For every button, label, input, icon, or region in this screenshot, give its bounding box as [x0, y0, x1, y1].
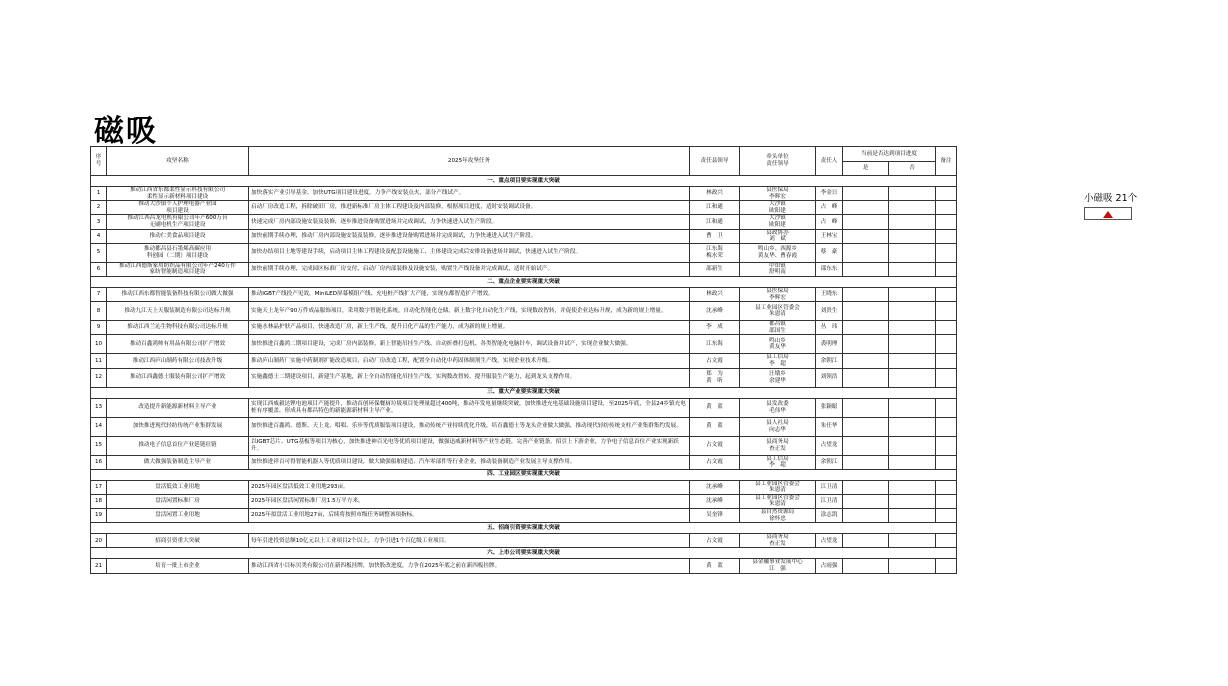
row-task: 以IGBT芯片、UTG基板等项目为核心，加快推进神百光电等优质项目建设，做强迅威新材料等产业生态链，完善产业链条，招引上下游企业，力争电子信息首位产业实现新跃升。 [249, 436, 690, 455]
section-header [91, 548, 957, 559]
header-progress: 当前是否达到项目进度 [843, 147, 936, 162]
row-name: 加快推进现代轻纺传统产业集群发展 [107, 417, 249, 436]
progress-no-cell[interactable] [889, 417, 936, 436]
row-no: 13 [91, 398, 107, 417]
table-row [91, 559, 957, 573]
progress-yes-cell[interactable] [843, 287, 889, 301]
row-no: 18 [91, 494, 107, 508]
row-person: 丛 玮 [816, 321, 843, 335]
section-title: 四、工业园区要实现重大突破 [91, 469, 957, 480]
section-header [91, 469, 957, 480]
row-task: 加快前期手续办理，完成园区标准厂房交付，启动厂房内部装修及设施安装，购置生产线设备并完成调试，适时开始试产。 [249, 262, 690, 276]
row-unit: 县工信局 李 超 [740, 455, 816, 469]
progress-yes-cell[interactable] [843, 302, 889, 321]
row-person: 江卫清 [816, 494, 843, 508]
table-row [91, 287, 957, 301]
remark-cell[interactable] [936, 494, 957, 508]
header-unit: 牵头单位 责任领导 [740, 147, 816, 176]
table-row [91, 509, 957, 523]
row-leader: 黄 蓝 [690, 417, 740, 436]
row-unit: 县工业园区管委会 朱恩清 [740, 480, 816, 494]
progress-yes-cell[interactable] [843, 354, 889, 368]
row-task: 加快推进百鑫鸿二期项目建设，完成厂房内部装修，新上智能吊挂生产线、自动折叠打包机、各类智能化电脑针车，调试设备并试产，实现企业做大做强。 [249, 335, 690, 354]
table-row [91, 321, 957, 335]
progress-yes-cell[interactable] [843, 335, 889, 354]
table-row [91, 229, 957, 243]
row-no: 6 [91, 262, 107, 276]
header-person: 责任人 [816, 147, 843, 176]
row-name: 盘活闲置标准厂房 [107, 494, 249, 508]
row-leader: 占文霞 [690, 534, 740, 548]
row-no: 4 [91, 229, 107, 243]
row-name: 推动仁美食品项目建设 [107, 229, 249, 243]
table-row [91, 354, 957, 368]
row-task: 推动江西省小目标贝类有限公司在新四板挂牌，加快股改进度，力争在2025年底之前在新四板挂牌。 [249, 559, 690, 573]
remark-cell[interactable] [936, 335, 957, 354]
row-no: 15 [91, 436, 107, 455]
project-table [90, 146, 957, 574]
row-unit: 县政协办 刘 斌 [740, 229, 816, 243]
progress-yes-cell[interactable] [843, 321, 889, 335]
table-row [91, 480, 957, 494]
row-name: 推动江西鑫德士服装有限公司扩产增效 [107, 368, 249, 387]
row-task: 启动厂房改造工程，拆除破旧厂房，推进新标准厂房主体工程建设及内部装修，根据项目进度，适时安装调试设备。 [249, 201, 690, 215]
progress-yes-cell[interactable] [843, 494, 889, 508]
table-row [91, 494, 957, 508]
table-row [91, 335, 957, 354]
progress-no-cell[interactable] [889, 480, 936, 494]
progress-no-cell[interactable] [889, 229, 936, 243]
row-person: 占望龙 [816, 436, 843, 455]
row-person: 占雨强 [816, 559, 843, 573]
table-row [91, 215, 957, 229]
progress-yes-cell[interactable] [843, 480, 889, 494]
table-row [91, 302, 957, 321]
progress-yes-cell[interactable] [843, 187, 889, 201]
row-person: 刘领浩 [816, 368, 843, 387]
progress-no-cell[interactable] [889, 262, 936, 276]
row-unit: 县自然资源局 徐怀忠 [740, 509, 816, 523]
section-title: 六、上市公司要实现重大突破 [91, 548, 957, 559]
side-count: 21个 [1115, 193, 1138, 204]
progress-no-cell[interactable] [889, 509, 936, 523]
triangle-up-icon [1103, 211, 1113, 218]
progress-no-cell[interactable] [889, 559, 936, 573]
header-remark: 备注 [936, 147, 957, 176]
row-unit: 鸣山乡 黄友华 [740, 335, 816, 354]
row-name: 推动江西东都智能装备科技有限公司做大做强 [107, 287, 249, 301]
row-no: 3 [91, 215, 107, 229]
row-no: 20 [91, 534, 107, 548]
header-leader: 责任县领导 [690, 147, 740, 176]
section-header [91, 176, 957, 187]
progress-yes-cell[interactable] [843, 509, 889, 523]
remark-cell[interactable] [936, 287, 957, 301]
row-no: 10 [91, 335, 107, 354]
row-task: 快速完成厂房内部设施安装及装修，逐步推进设备购置进场并完成调试，力争快速进入试生产阶段。 [249, 215, 690, 229]
row-leader: 黄 蓝 [690, 398, 740, 417]
section-header [91, 387, 957, 398]
row-leader: 占文霞 [690, 354, 740, 368]
row-name: 推动江西昌龙电机有限公司年产600万台 无刷电机生产项目建设 [107, 215, 249, 229]
row-leader: 江东海 梅水荣 [690, 243, 740, 262]
row-person: 李金日 [816, 187, 843, 201]
row-unit: 大沙镇 欧阳建 [740, 201, 816, 215]
row-leader: 沈承峰 [690, 480, 740, 494]
row-leader: 沈承峰 [690, 494, 740, 508]
remark-cell[interactable] [936, 436, 957, 455]
row-name: 改造提升新能源新材料主导产业 [107, 398, 249, 417]
progress-yes-cell[interactable] [843, 436, 889, 455]
row-no: 9 [91, 321, 107, 335]
row-person: 邵东东 [816, 262, 843, 276]
remark-cell[interactable] [936, 243, 957, 262]
row-leader: 李 成 [690, 321, 740, 335]
row-name: 推动电子信息首位产业延链壮链 [107, 436, 249, 455]
table-row [91, 455, 957, 469]
row-person: 王林宝 [816, 229, 843, 243]
row-person: 涂志凯 [816, 509, 843, 523]
row-leader: 沈承峰 [690, 302, 740, 321]
row-name: 推动百鑫鸿帅有用品有限公司扩产增效 [107, 335, 249, 354]
row-no: 12 [91, 368, 107, 387]
table-row [91, 436, 957, 455]
row-task: 2025年园区盘活低效工业用地293亩。 [249, 480, 690, 494]
row-no: 19 [91, 509, 107, 523]
progress-no-cell[interactable] [889, 201, 936, 215]
progress-yes-cell[interactable] [843, 417, 889, 436]
table-row [91, 262, 957, 276]
progress-no-cell[interactable] [889, 187, 936, 201]
section-header [91, 523, 957, 534]
remark-cell[interactable] [936, 187, 957, 201]
progress-no-cell[interactable] [889, 302, 936, 321]
row-task: 加快推进祥百可得智能机器人等优质项目建设，做大做强船舶建造、汽车零部件等行业企业，推动装备制造产业发展主导支撑作用。 [249, 455, 690, 469]
row-task: 实施鑫德士二期建设项目，新建生产基地，新上全自动智能化吊挂生产线，实现数改智转，提升服装生产能力，起到龙头支撑作用。 [249, 368, 690, 387]
row-no: 1 [91, 187, 107, 201]
remark-cell[interactable] [936, 302, 957, 321]
row-task: 加快推进百鑫鸿、德斯、天上龙、唱唱、乐步等优质服装项目建设，推动传统产业持续优化升级，培育鑫德士等龙头企业做大做强，推动现代轻纺传统支柱产业集群集约发展。 [249, 417, 690, 436]
row-no: 7 [91, 287, 107, 301]
table-row [91, 417, 957, 436]
side-label: 小磁吸 [1084, 193, 1113, 204]
row-task: 推动IGBT产线投产见效，MiniLED屏幕模组产线、充电桩产线扩大产能，实现东都智造扩产增效。 [249, 287, 690, 301]
page-title: 磁吸 [94, 114, 158, 149]
row-unit: 县商务局 查正发 [740, 436, 816, 455]
row-leader: 黄 蓝 [690, 559, 740, 573]
row-no: 21 [91, 559, 107, 573]
row-unit: 都昌镇 邵国生 [740, 321, 816, 335]
remark-cell[interactable] [936, 534, 957, 548]
progress-yes-cell[interactable] [843, 559, 889, 573]
table-row [91, 534, 957, 548]
row-task: 每年引进投资总额10亿元以上工业项目2个以上，力争引进1个百亿级工业项目。 [249, 534, 690, 548]
progress-yes-cell[interactable] [843, 243, 889, 262]
progress-yes-cell[interactable] [843, 368, 889, 387]
remark-cell[interactable] [936, 201, 957, 215]
remark-cell[interactable] [936, 262, 957, 276]
row-unit: 县商务局 查正发 [740, 534, 816, 548]
row-unit: 县工业园区管委会 朱恩清 [740, 302, 816, 321]
remark-cell[interactable] [936, 417, 957, 436]
table-row [91, 398, 957, 417]
remark-cell[interactable] [936, 229, 957, 243]
row-person: 裘明理 [816, 335, 843, 354]
row-task: 加快办结项目土地等建设手续，启动项目主体工程建设及配套设施施工，主体建设完成后安排设备进场并调试，快速进入试生产阶段。 [249, 243, 690, 262]
side-summary [1084, 190, 1137, 204]
row-leader: 林政兴 [690, 187, 740, 201]
row-unit: 县发改委 毛伟华 [740, 398, 816, 417]
progress-yes-cell[interactable] [843, 455, 889, 469]
row-person: 占望龙 [816, 534, 843, 548]
progress-yes-cell[interactable] [843, 215, 889, 229]
row-task: 实施天上龙年产90万件成品服饰项目，采用数字智能化系统，自动化智能化仓储，新上数字化自动化生产线，实现数改智转，并促使企业达标升规，成为新的规上增量。 [249, 302, 690, 321]
progress-yes-cell[interactable] [843, 398, 889, 417]
row-name: 推动江西德斯家用纺织品有限公司年产240万件 家纺智能制造项目建设 [107, 262, 249, 276]
progress-no-cell[interactable] [889, 398, 936, 417]
row-person: 王晓东 [816, 287, 843, 301]
row-person: 余朝江 [816, 455, 843, 469]
row-name: 盘活闲置工业用地 [107, 509, 249, 523]
row-no: 2 [91, 201, 107, 215]
progress-yes-cell[interactable] [843, 262, 889, 276]
row-task: 推动庐山制药厂实施中药制剂扩能改造项目，启动厂房改造工程，配置全自动化中药固体制剂生产线，实现企业技术升级。 [249, 354, 690, 368]
remark-cell[interactable] [936, 368, 957, 387]
row-leader: 曹 卫 [690, 229, 740, 243]
progress-no-cell[interactable] [889, 534, 936, 548]
row-no: 5 [91, 243, 107, 262]
section-title: 二、重点企业要实现重大突破 [91, 276, 957, 287]
row-person: 朱任华 [816, 417, 843, 436]
row-leader: 占文霞 [690, 436, 740, 455]
header-no: 序号 [91, 147, 107, 176]
row-no: 8 [91, 302, 107, 321]
row-no: 17 [91, 480, 107, 494]
sort-toggle-button[interactable] [1084, 207, 1132, 220]
row-no: 16 [91, 455, 107, 469]
row-name: 推动都昌县石墨烯高碳应用 科创园（二期）项目建设 [107, 243, 249, 262]
row-leader: 江东海 [690, 335, 740, 354]
row-leader: 江和通 [690, 215, 740, 229]
remark-cell[interactable] [936, 455, 957, 469]
header-no-progress: 否 [889, 162, 936, 176]
row-task: 2025年园区盘活闲置标准厂房1.5万平方米。 [249, 494, 690, 508]
row-task: 加快前期手续办理，推动厂房内部设施安装及装修，逐步推进设备购置进场并完成调试，力争快速进入试生产阶段。 [249, 229, 690, 243]
section-title: 五、招商引资要实现重大突破 [91, 523, 957, 534]
row-task: 实施水林晶护肤产品项目，快速改造厂房，新上生产线，提升日化产品的生产能力，成为新的规上增量。 [249, 321, 690, 335]
remark-cell[interactable] [936, 480, 957, 494]
row-unit: 县人社局 向志华 [740, 417, 816, 436]
row-person: 江卫清 [816, 480, 843, 494]
progress-yes-cell[interactable] [843, 201, 889, 215]
progress-yes-cell[interactable] [843, 229, 889, 243]
row-name: 培育一批上市企业 [107, 559, 249, 573]
row-unit: 汪墩乡 余建华 [740, 368, 816, 387]
row-person: 张颖聪 [816, 398, 843, 417]
row-leader: 郑 为 黄 昕 [690, 368, 740, 387]
row-name: 盘活低效工业用地 [107, 480, 249, 494]
table-row [91, 187, 957, 201]
section-header [91, 276, 957, 287]
header-task: 2025年攻坚任务 [249, 147, 690, 176]
table-row [91, 368, 957, 387]
progress-no-cell[interactable] [889, 436, 936, 455]
row-name: 推动江西庐山制药有限公司技改升级 [107, 354, 249, 368]
row-unit: 大沙镇 欧阳建 [740, 215, 816, 229]
row-leader: 占文霞 [690, 455, 740, 469]
row-person: 刘贵生 [816, 302, 843, 321]
row-name: 招商引资重大突破 [107, 534, 249, 548]
row-unit: 县工业园区管委会 朱恩清 [740, 494, 816, 508]
section-title: 三、重大产业要实现重大突破 [91, 387, 957, 398]
row-leader: 江和通 [690, 201, 740, 215]
row-no: 14 [91, 417, 107, 436]
remark-cell[interactable] [936, 559, 957, 573]
table-row [91, 201, 957, 215]
remark-cell[interactable] [936, 321, 957, 335]
remark-cell[interactable] [936, 398, 957, 417]
progress-no-cell[interactable] [889, 215, 936, 229]
progress-no-cell[interactable] [889, 321, 936, 335]
row-leader: 吴奎锋 [690, 509, 740, 523]
table-row [91, 243, 957, 262]
row-unit: 鸣山乡、西源乡 黄友华、曹春霞 [740, 243, 816, 262]
remark-cell[interactable] [936, 354, 957, 368]
row-person: 占 峰 [816, 201, 843, 215]
row-unit: 县医保局 李辉宏 [740, 187, 816, 201]
progress-no-cell[interactable] [889, 287, 936, 301]
header-name: 攻坚名称 [107, 147, 249, 176]
progress-no-cell[interactable] [889, 335, 936, 354]
row-name: 推动江西兰沁生物科技有限公司达标升规 [107, 321, 249, 335]
row-person: 占 峰 [816, 215, 843, 229]
row-task: 2025年拟盘活工业用地27亩，后续将按照市级任务调整该项指标。 [249, 509, 690, 523]
row-person: 蔡 豪 [816, 243, 843, 262]
progress-no-cell[interactable] [889, 354, 936, 368]
row-name: 做大做强装备制造主导产业 [107, 455, 249, 469]
row-leader: 林政兴 [690, 287, 740, 301]
section-title: 一、重点项目要实现重大突破 [91, 176, 957, 187]
progress-no-cell[interactable] [889, 494, 936, 508]
row-name: 推动大沙镇个人护理电器产业园 项目建设 [107, 201, 249, 215]
row-unit: 县金融事业发展中心 江 强 [740, 559, 816, 573]
progress-yes-cell[interactable] [843, 534, 889, 548]
row-unit: 县医保局 李辉宏 [740, 287, 816, 301]
row-unit: 县工信局 李 超 [740, 354, 816, 368]
progress-no-cell[interactable] [889, 455, 936, 469]
row-person: 余朝江 [816, 354, 843, 368]
progress-no-cell[interactable] [889, 243, 936, 262]
row-leader: 邵新生 [690, 262, 740, 276]
row-task: 实现江西威毅达锂电池项目产能提升，推动首创环保餐厨垃圾项目处理量超过400吨，推动年发电量继续突破，加快推进充电基础设施项目建设，至2025年底，全县24乡镇充电桩有序覆盖，形成具有都昌特色的新能源新材料主导产业。 [249, 398, 690, 417]
progress-no-cell[interactable] [889, 368, 936, 387]
row-unit: 中馆镇 舒明南 [740, 262, 816, 276]
row-no: 11 [91, 354, 107, 368]
row-name: 推动九江天上天服装制造有限公司达标升规 [107, 302, 249, 321]
header-yes: 是 [843, 162, 889, 176]
row-name: 推动江西省东都柔性显示科技有限公司 柔性显示新材料项目建设 [107, 187, 249, 201]
remark-cell[interactable] [936, 215, 957, 229]
row-task: 加快落实产业引导基金、加快UTG项目建设进度，力争产线安装点火，部分产线试产。 [249, 187, 690, 201]
remark-cell[interactable] [936, 509, 957, 523]
